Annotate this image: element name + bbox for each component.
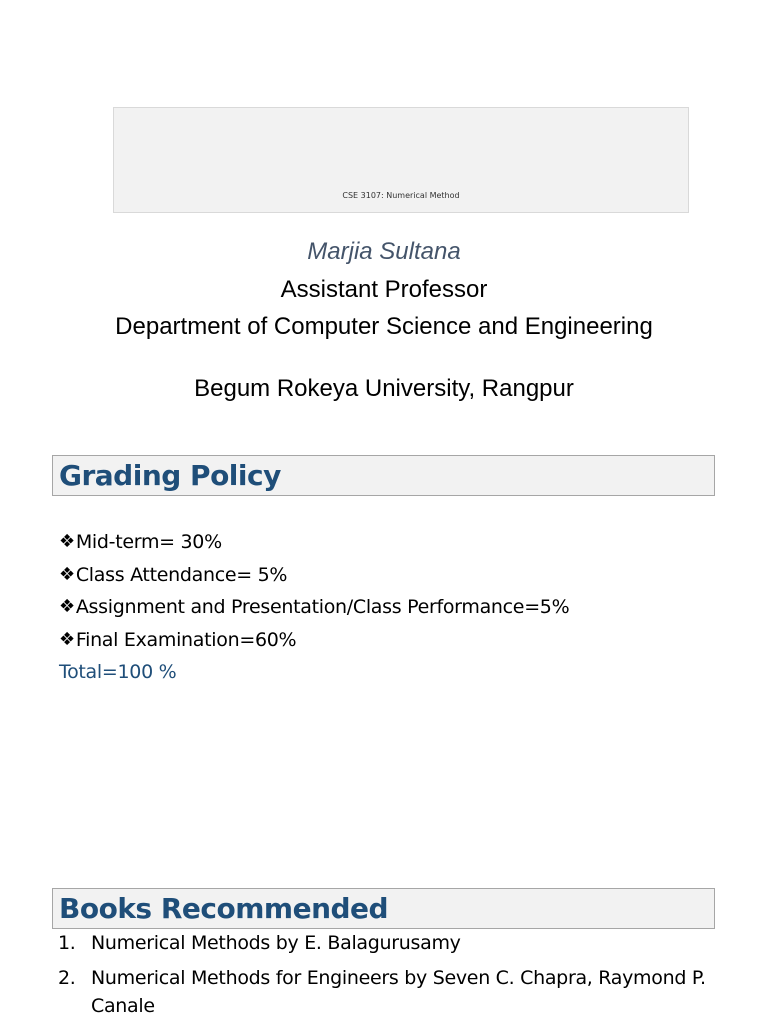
grading-policy-header <box>52 455 715 496</box>
grading-item-label: Mid-term= 30% <box>75 531 222 554</box>
diamond-bullet-icon: ❖ <box>59 596 75 618</box>
grading-list <box>59 526 569 689</box>
list-item <box>58 929 708 957</box>
books-recommended-header <box>52 888 715 929</box>
author-department: Department of Computer Science and Engineering <box>115 313 653 340</box>
author-university: Begum Rokeya University, Rangpur <box>194 375 574 402</box>
book-title: Numerical Methods for Engineers by Seven C. Chapra, Raymond P. Canale <box>91 967 706 1017</box>
grading-item <box>59 591 569 624</box>
grading-item-label: Final Examination=60% <box>75 628 297 651</box>
grading-item-label: Assignment and Presentation/Class Performance=5% <box>75 596 570 619</box>
books-recommended-title: Books Recommended <box>59 892 389 925</box>
book-number: 2. <box>58 967 76 989</box>
grading-item <box>59 624 569 657</box>
book-number: 1. <box>58 932 76 954</box>
grading-policy-title: Grading Policy <box>59 459 281 492</box>
diamond-bullet-icon: ❖ <box>59 563 75 585</box>
books-list <box>58 929 708 1027</box>
course-banner <box>113 107 689 213</box>
diamond-bullet-icon: ❖ <box>59 628 75 650</box>
grading-item <box>59 559 569 592</box>
list-item <box>58 964 708 1020</box>
grading-total: Total=100 % <box>59 661 177 684</box>
author-title: Assistant Professor <box>280 276 488 303</box>
author-name: Marjia Sultana <box>307 238 461 265</box>
course-title: CSE 3107: Numerical Method <box>342 191 460 200</box>
book-title: Numerical Methods by E. Balagurusamy <box>91 932 461 954</box>
diamond-bullet-icon: ❖ <box>59 531 75 553</box>
grading-item <box>59 526 569 559</box>
grading-item-label: Class Attendance= 5% <box>75 563 288 586</box>
